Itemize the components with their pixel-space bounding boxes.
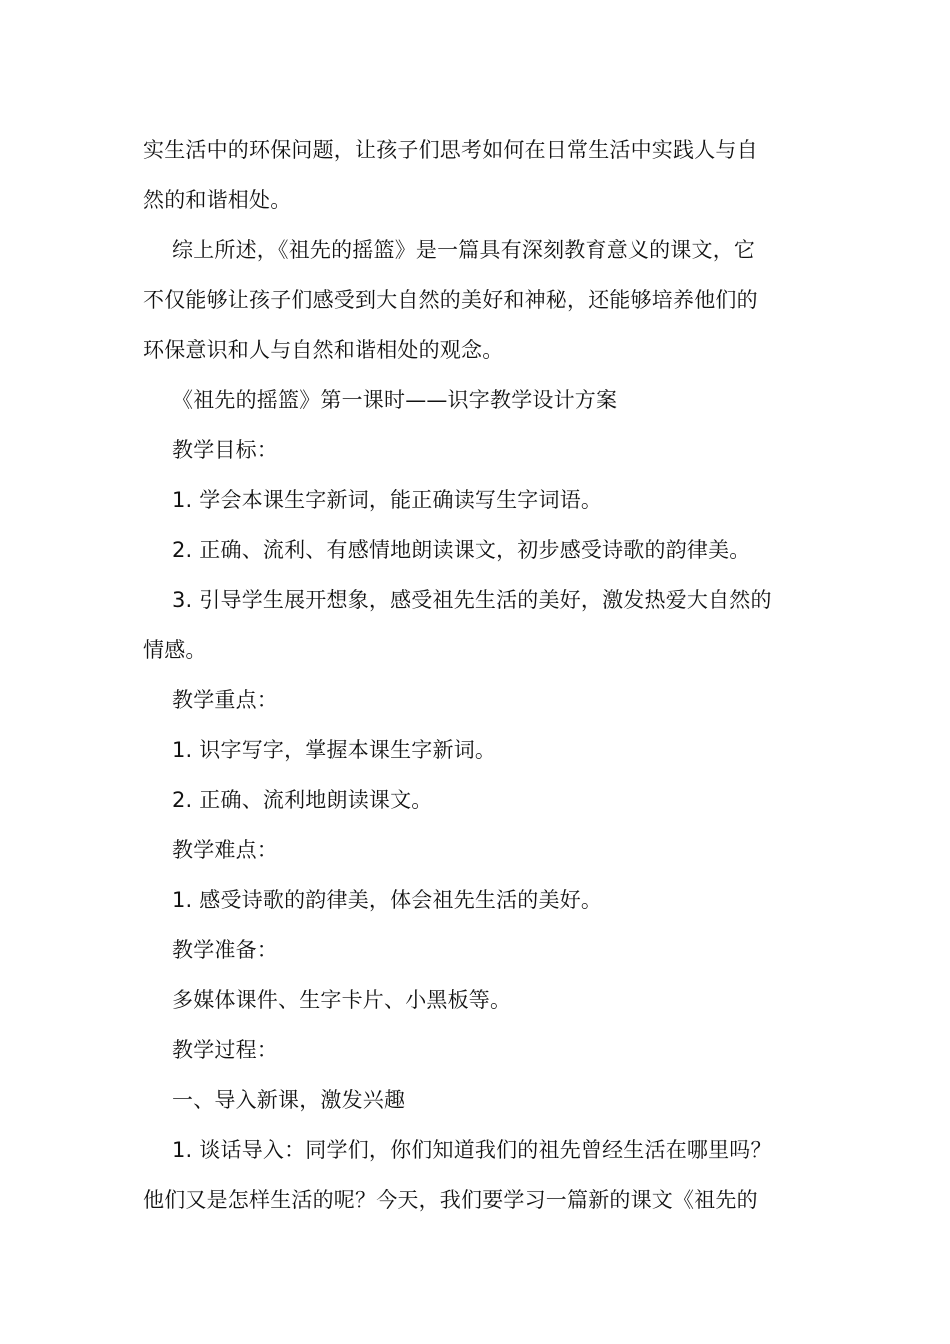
list-item: 1. 学会本课生字新词，能正确读写生字词语。 (172, 488, 603, 512)
list-item: 1. 感受诗歌的韵律美，体会祖先生活的美好。 (172, 888, 603, 912)
list-item: 2. 正确、流利地朗读课文。 (172, 788, 433, 812)
text-line: 多媒体课件、生字卡片、小黑板等。 (172, 988, 512, 1012)
section-heading-difficulties: 教学难点： (172, 838, 278, 862)
subsection-heading: 一、导入新课，激发兴趣 (172, 1088, 406, 1112)
list-item: 1. 识字写字，掌握本课生字新词。 (172, 738, 497, 762)
list-item: 2. 正确、流利、有感情地朗读课文，初步感受诗歌的韵律美。 (172, 538, 751, 562)
section-heading-key-points: 教学重点： (172, 688, 278, 712)
section-heading-preparation: 教学准备： (172, 938, 278, 962)
list-item: 3. 引导学生展开想象，感受祖先生活的美好，激发热爱大自然的 (172, 588, 772, 612)
text-line: 情感。 (143, 638, 207, 662)
text-line: 实生活中的环保问题，让孩子们思考如何在日常生活中实践人与自 (143, 138, 758, 162)
text-line: 他们又是怎样生活的呢？今天，我们要学习一篇新的课文《祖先的 (143, 1188, 758, 1212)
paragraph-start: 综上所述，《祖先的摇篮》是一篇具有深刻教育意义的课文，它 (172, 238, 756, 262)
section-heading-goals: 教学目标： (172, 438, 278, 462)
text-line: 不仅能够让孩子们感受到大自然的美好和神秘，还能够培养他们的 (143, 288, 758, 312)
text-line: 然的和谐相处。 (143, 188, 292, 212)
section-heading-process: 教学过程： (172, 1038, 278, 1062)
text-line: 环保意识和人与自然和谐相处的观念。 (143, 338, 504, 362)
list-item: 1. 谈话导入：同学们，你们知道我们的祖先曾经生活在哪里吗？ (172, 1138, 772, 1162)
section-title: 《祖先的摇篮》第一课时——识字教学设计方案 (172, 388, 618, 412)
